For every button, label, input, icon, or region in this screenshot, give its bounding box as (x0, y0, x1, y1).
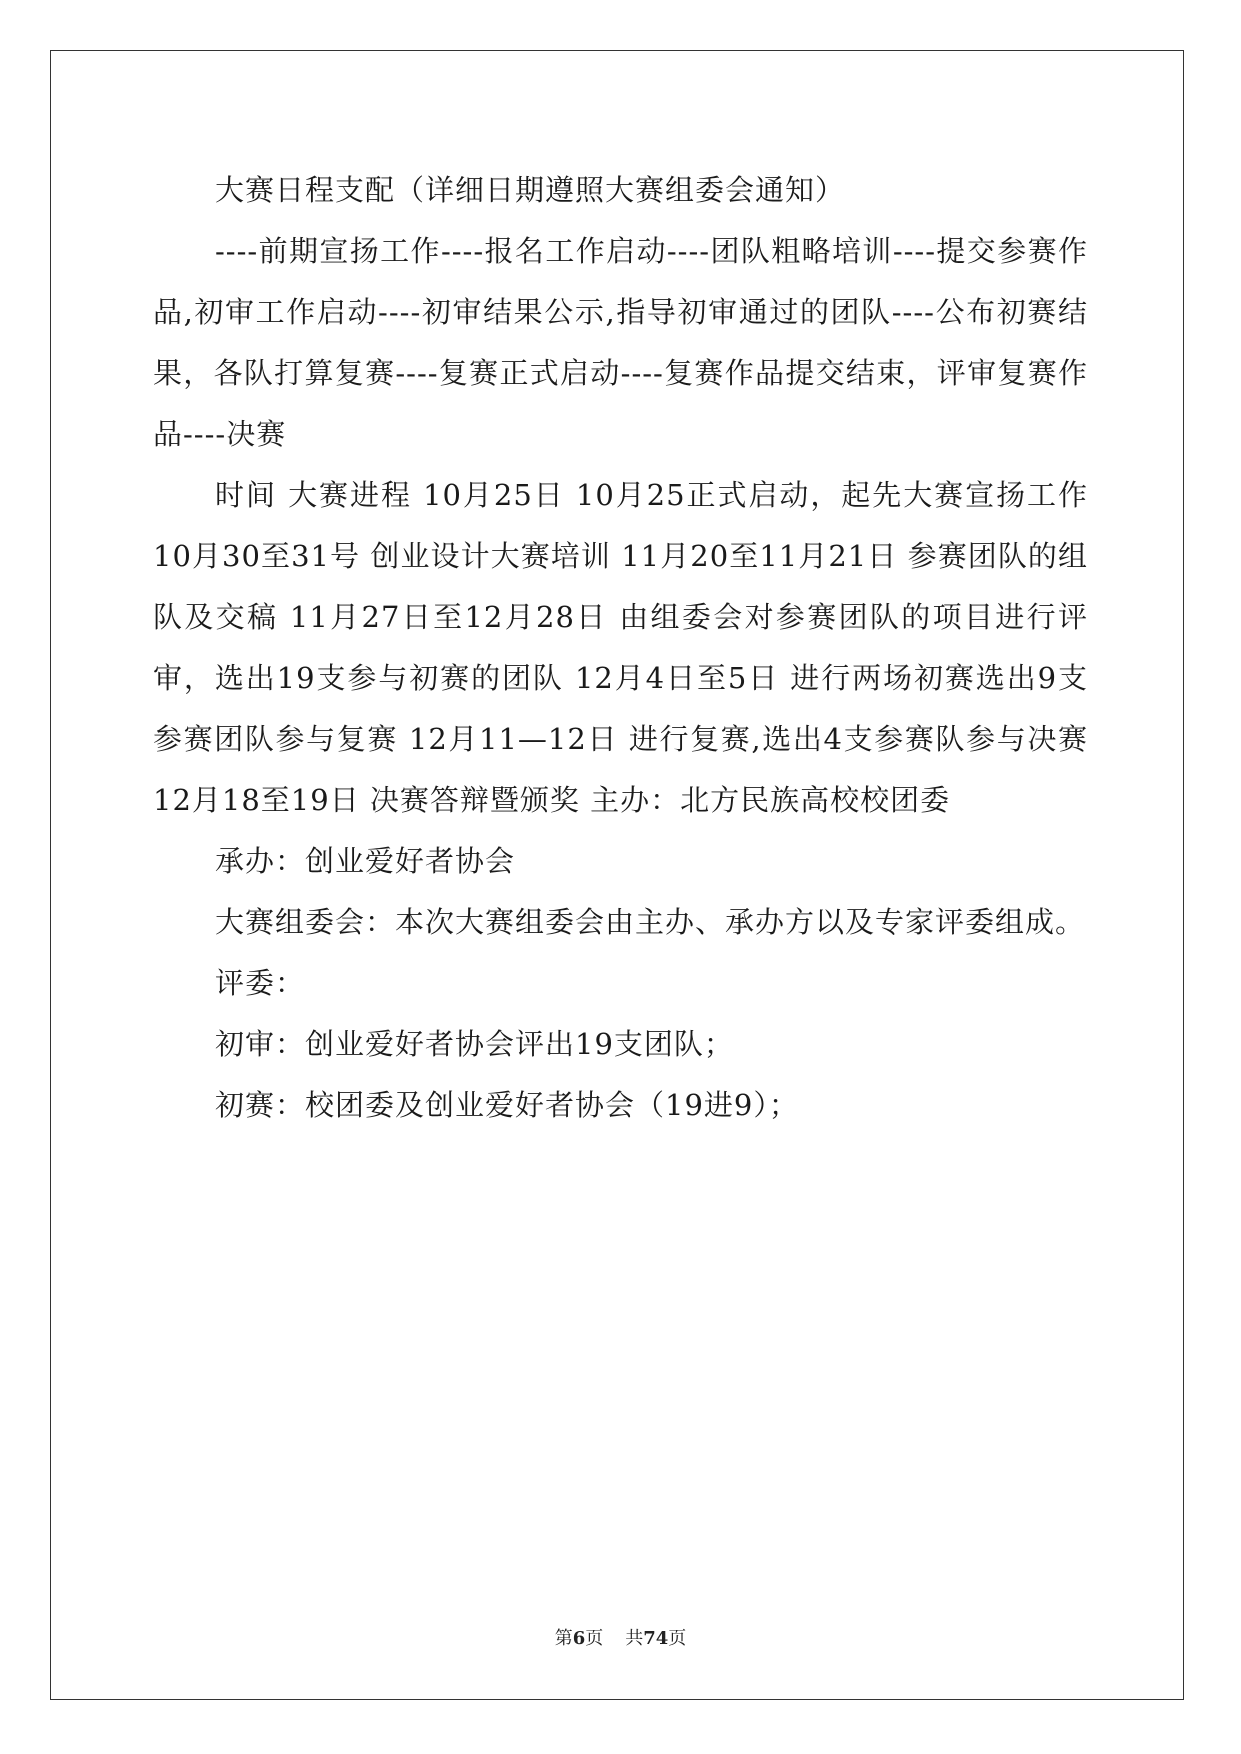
footer-total-prefix: 共 (625, 1628, 644, 1649)
document-body (153, 160, 1088, 1136)
schedule-flow-paragraph: ----前期宣扬工作----报名工作启动----团队粗略培训----提交参赛作品,初审工作启动----初审结果公示,指导初审通过的团队----公布初赛结果，各队打算复赛----复赛正式启动----复赛作品提交结束，评审复赛作品----决赛 (153, 234, 1088, 451)
organizer-paragraph: 承办：创业爱好者协会 (215, 844, 516, 878)
page-number: 6 (572, 1628, 586, 1649)
footer-total-suffix: 页 (668, 1628, 687, 1649)
judges-paragraph: 评委： (215, 966, 306, 1000)
schedule-heading: 大赛日程支配（详细日期遵照大赛组委会通知） (215, 173, 846, 207)
preliminary-review-paragraph: 初审：创业爱好者协会评出19支团队； (215, 1027, 734, 1061)
total-pages: 74 (643, 1628, 669, 1649)
committee-paragraph: 大赛组委会：本次大赛组委会由主办、承办方以及专家评委组成。 (215, 905, 1086, 939)
page-footer (0, 1624, 1241, 1650)
timeline-paragraph: 时间 大赛进程 10月25日 10月25正式启动，起先大赛宣扬工作 10月30至31号 创业设计大赛培训 11月20至11月21日 参赛团队的组队及交稿 11月27日至12月28日 由组委会对参赛团队的项目进行评审，选出19支参与初赛的团队 12月4日至5日 进行两场初赛选出9支参赛团队参与复赛 12月11—12日 进行复赛,选出4支参赛队参与决赛 12月18至19日 决赛答辩暨颁奖 主办：北方民族高校校团委 (153, 478, 1088, 817)
first-round-paragraph: 初赛：校团委及创业爱好者协会（19进9）； (215, 1088, 799, 1122)
footer-prefix: 第 (554, 1628, 573, 1649)
footer-page-suffix: 页 (585, 1628, 604, 1649)
